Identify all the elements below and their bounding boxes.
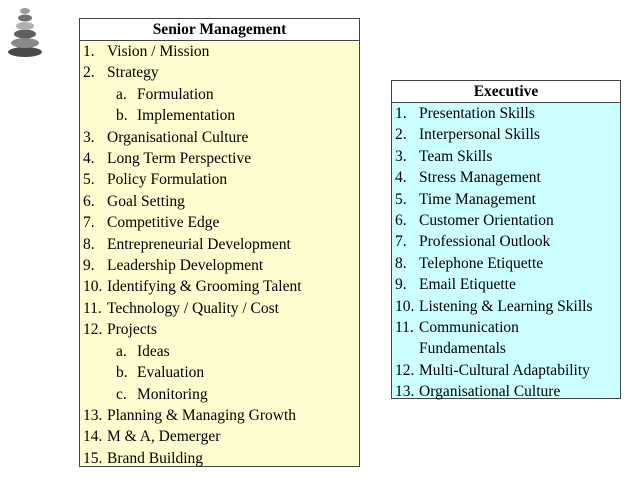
stacked-stones-icon — [5, 2, 45, 58]
list-item: 15. Brand Building — [83, 449, 204, 467]
list-item: 4. Stress Management — [395, 169, 541, 187]
sub-list — [83, 341, 359, 405]
list-item: 7. Professional Outlook — [395, 233, 551, 251]
senior-management-box — [79, 18, 360, 467]
list-item: 2. Interpersonal Skills — [395, 126, 540, 144]
list-item: 4. Long Term Perspective — [83, 150, 252, 168]
list-item: 1. Presentation Skills — [395, 105, 535, 122]
executive-box — [391, 80, 621, 399]
list-item: 13. Organisational Culture — [395, 383, 561, 401]
list-item: 3. Team Skills — [395, 147, 493, 165]
executive-title: Executive — [392, 81, 620, 103]
list-item: 14. M & A, Demerger — [83, 428, 221, 446]
list-item: 10. Identifying & Grooming Talent — [83, 278, 302, 296]
sub-list — [83, 84, 359, 127]
list-item: 6. Customer Orientation — [395, 212, 554, 230]
list-item: 8. Entrepreneurial Development — [83, 235, 291, 253]
sub-list-item: a. Ideas — [116, 342, 170, 360]
list-item: 1. Vision / Mission — [83, 43, 210, 60]
list-item: 13. Planning & Managing Growth — [83, 406, 296, 424]
list-item: 10. Listening & Learning Skills — [395, 297, 593, 315]
sub-list-item: a. Formulation — [116, 85, 214, 103]
list-item: 12. Multi-Cultural Adaptability — [395, 361, 590, 379]
sub-list-item: c. Monitoring — [116, 385, 208, 403]
list-item: 8. Telephone Etiquette — [395, 254, 544, 272]
executive-list — [392, 103, 620, 403]
list-item: 11. Communication Fundamentals — [395, 319, 519, 358]
list-item: 5. Policy Formulation — [83, 171, 228, 189]
list-item: 2. Strategy a. Formulation b. Implementation — [83, 62, 359, 126]
list-item: 9. Email Etiquette — [395, 276, 516, 294]
list-item: 5. Time Management — [395, 190, 536, 208]
list-item: 7. Competitive Edge — [83, 214, 220, 232]
senior-management-list — [80, 41, 359, 469]
list-item: 6. Goal Setting — [83, 192, 185, 210]
list-item: 11. Technology / Quality / Cost — [83, 299, 279, 317]
sub-list-item: b. Implementation — [116, 107, 236, 125]
list-item: 3. Organisational Culture — [83, 128, 249, 146]
list-item-continuation: Fundamentals — [419, 340, 506, 358]
sub-list-item: b. Evaluation — [116, 364, 205, 382]
senior-management-title: Senior Management — [80, 19, 359, 41]
list-item: 12. Projects a. Ideas b. Evaluation c. Monitoring — [83, 319, 359, 405]
list-item: 9. Leadership Development — [83, 257, 264, 275]
